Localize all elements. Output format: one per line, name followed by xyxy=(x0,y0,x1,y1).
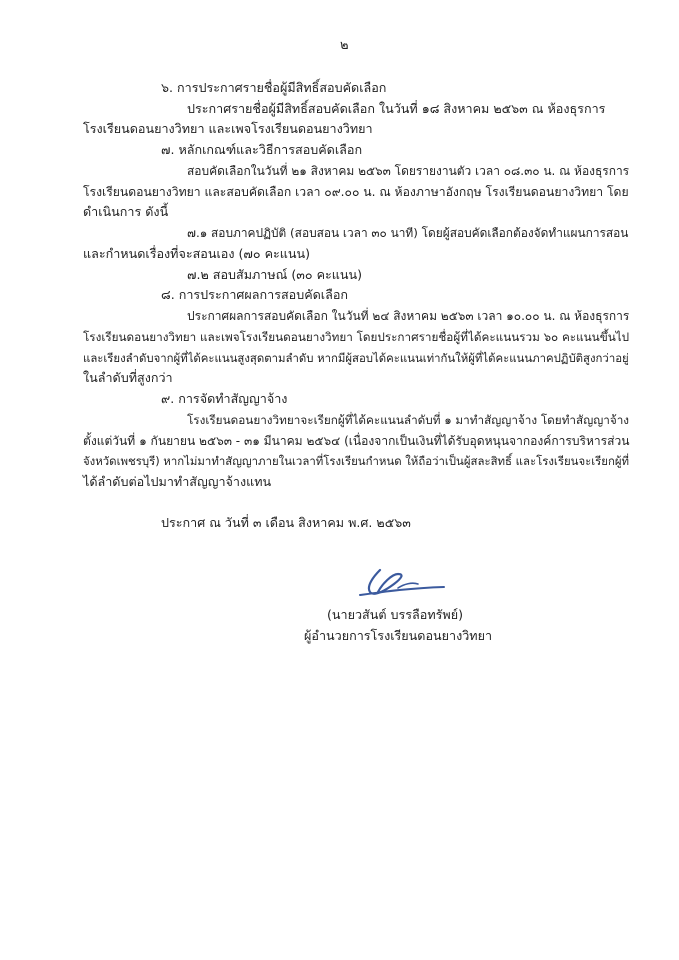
section-8-line-2: โรงเรียนดอนยางวิทยา และเพจโรงเรียนดอนยางวิทยา โดยประกาศรายชื่อผู้ที่ได้คะแนนรวม ๖๐ คะแนนขึ้นไป xyxy=(83,330,630,344)
section-8-line-1: ประกาศผลการสอบคัดเลือก ในวันที่ ๒๔ สิงหาคม ๒๕๖๓ เวลา ๑๐.๐๐ น. ณ ห้องธุรการ xyxy=(187,309,630,323)
section-8-line-4: ในลำดับที่สูงกว่า xyxy=(83,370,173,385)
section-7-heading: ๗. หลักเกณฑ์และวิธีการสอบคัดเลือก xyxy=(161,142,363,157)
section-7-2-line: ๗.๒ สอบสัมภาษณ์ (๓๐ คะแนน) xyxy=(187,267,363,282)
page-number: ๒ xyxy=(340,38,349,53)
section-7-1-line-2: และกำหนดเรื่องที่จะสอนเอง (๗๐ คะแนน) xyxy=(83,246,311,261)
signature-image xyxy=(352,562,448,602)
section-7-1-line-1: ๗.๑ สอบภาคปฏิบัติ (สอบสอน เวลา ๓๐ นาที) โดยผู้สอบคัดเลือกต้องจัดทำแผนการสอน xyxy=(187,226,629,240)
section-6-line-1: ประกาศรายชื่อผู้มีสิทธิ์สอบคัดเลือก ในวันที่ ๑๘ สิงหาคม ๒๕๖๓ ณ ห้องธุรการ xyxy=(187,101,606,116)
signatory-name: (นายวสันต์ บรรลือทรัพย์) xyxy=(327,607,463,622)
section-6-line-2: โรงเรียนดอนยางวิทยา และเพจโรงเรียนดอนยางวิทยา xyxy=(83,121,373,136)
section-9-heading: ๙. การจัดทำสัญญาจ้าง xyxy=(161,391,288,406)
signatory-position: ผู้อำนวยการโรงเรียนดอนยางวิทยา xyxy=(304,628,493,643)
section-7-line-1: สอบคัดเลือกในวันที่ ๒๑ สิงหาคม ๒๕๖๓ โดยรายงานตัว เวลา ๐๘.๓๐ น. ณ ห้องธุรการ xyxy=(187,164,630,178)
section-7-line-3: ดำเนินการ ดังนี้ xyxy=(83,204,169,219)
section-9-line-2: ตั้งแต่วันที่ ๑ กันยายน ๒๕๖๓ - ๓๑ มีนาคม ๒๕๖๔ (เนื่องจากเป็นเงินที่ได้รับอุดหนุนจากองค์การบริหารส่วน xyxy=(83,434,630,448)
section-9-line-3: จังหวัดเพชรบุรี) หากไม่มาทำสัญญาภายในเวลาที่โรงเรียนกำหนด ให้ถือว่าเป็นผู้สละสิทธิ์ และโรงเรียนจะเรียกผู้ที่ xyxy=(83,454,630,468)
section-7-line-2: โรงเรียนดอนยางวิทยา และสอบคัดเลือก เวลา ๐๙.๐๐ น. ณ ห้องภาษาอังกฤษ โรงเรียนดอนยางวิทยา โดย xyxy=(83,185,629,199)
section-9-line-4: ได้ลำดับต่อไปมาทำสัญญาจ้างแทน xyxy=(83,474,272,489)
section-8-line-3: และเรียงลำดับจากผู้ที่ได้คะแนนสูงสุดตามลำดับ หากมีผู้สอบได้คะแนนเท่ากันให้ผู้ที่ได้คะแนนภาคปฏิบัติสูงกว่าอยู่ xyxy=(83,351,629,365)
announcement-date: ประกาศ ณ วันที่ ๓ เดือน สิงหาคม พ.ศ. ๒๕๖๓ xyxy=(161,515,411,530)
section-6-heading: ๖. การประกาศรายชื่อผู้มีสิทธิ์สอบคัดเลือก xyxy=(161,80,387,95)
section-8-heading: ๘. การประกาศผลการสอบคัดเลือก xyxy=(161,287,349,302)
section-9-line-1: โรงเรียนดอนยางวิทยาจะเรียกผู้ที่ได้คะแนนลำดับที่ ๑ มาทำสัญญาจ้าง โดยทำสัญญาจ้าง xyxy=(187,413,630,427)
